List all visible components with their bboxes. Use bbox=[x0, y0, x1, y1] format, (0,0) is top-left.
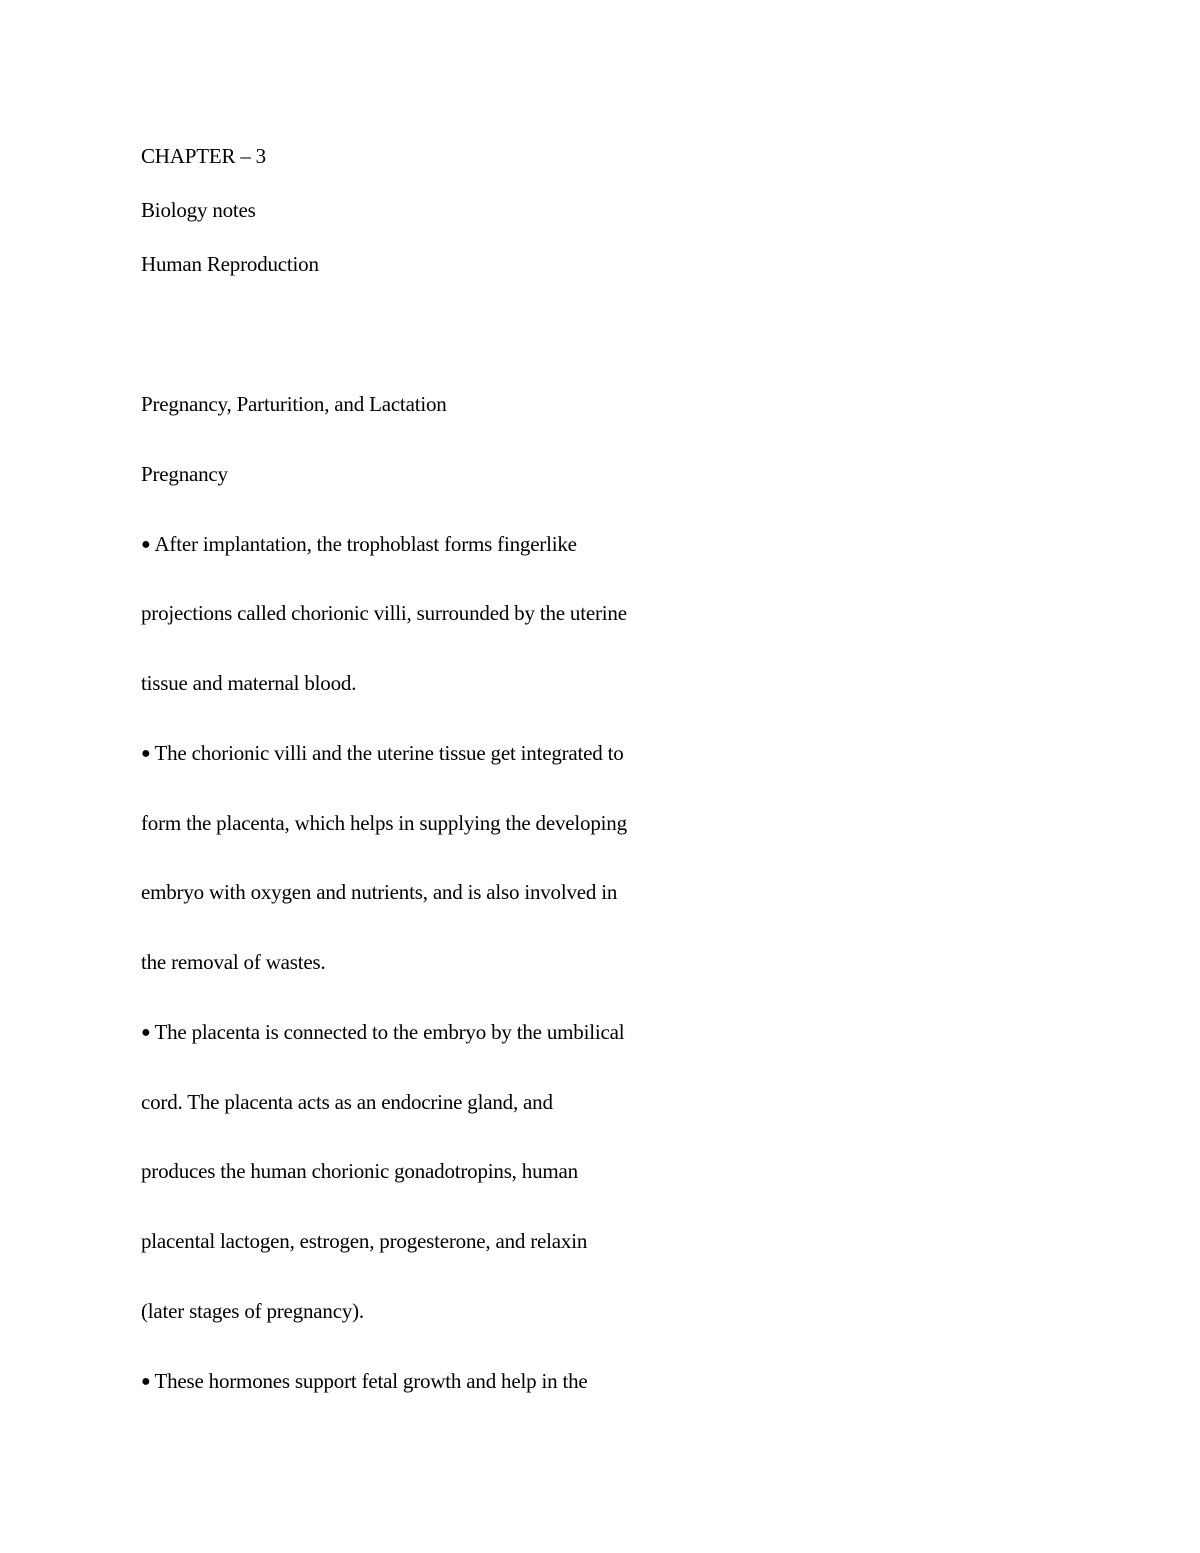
chapter-heading: CHAPTER – 3 bbox=[141, 144, 266, 168]
bullet-icon: ● bbox=[141, 1024, 151, 1041]
bullet-line bbox=[141, 1368, 588, 1395]
subsection-title: Pregnancy bbox=[141, 462, 228, 486]
bullet-icon: ● bbox=[141, 1373, 151, 1390]
body-text: After implantation, the trophoblast forms fingerlike bbox=[154, 532, 577, 556]
section-title: Pregnancy, Parturition, and Lactation bbox=[141, 392, 447, 416]
body-line: cord. The placenta acts as an endocrine gland, and bbox=[141, 1090, 553, 1114]
body-line: placental lactogen, estrogen, progesterone, and relaxin bbox=[141, 1229, 588, 1253]
body-line: the removal of wastes. bbox=[141, 950, 326, 974]
body-line: projections called chorionic villi, surrounded by the uterine bbox=[141, 601, 627, 625]
body-line: produces the human chorionic gonadotropins, human bbox=[141, 1159, 578, 1183]
subject-heading: Biology notes bbox=[141, 198, 256, 222]
body-text: The chorionic villi and the uterine tissue get integrated to bbox=[154, 741, 624, 765]
body-line: embryo with oxygen and nutrients, and is also involved in bbox=[141, 880, 618, 904]
body-text: These hormones support fetal growth and help in the bbox=[154, 1369, 588, 1393]
body-line: tissue and maternal blood. bbox=[141, 671, 357, 695]
body-line: (later stages of pregnancy). bbox=[141, 1299, 364, 1323]
bullet-icon: ● bbox=[141, 745, 151, 762]
body-line: form the placenta, which helps in supplying the developing bbox=[141, 811, 627, 835]
bullet-icon: ● bbox=[141, 536, 151, 553]
bullet-line bbox=[141, 531, 577, 558]
body-text: The placenta is connected to the embryo by the umbilical bbox=[154, 1020, 625, 1044]
bullet-line bbox=[141, 1019, 624, 1046]
topic-heading: Human Reproduction bbox=[141, 252, 319, 276]
bullet-line bbox=[141, 740, 624, 767]
